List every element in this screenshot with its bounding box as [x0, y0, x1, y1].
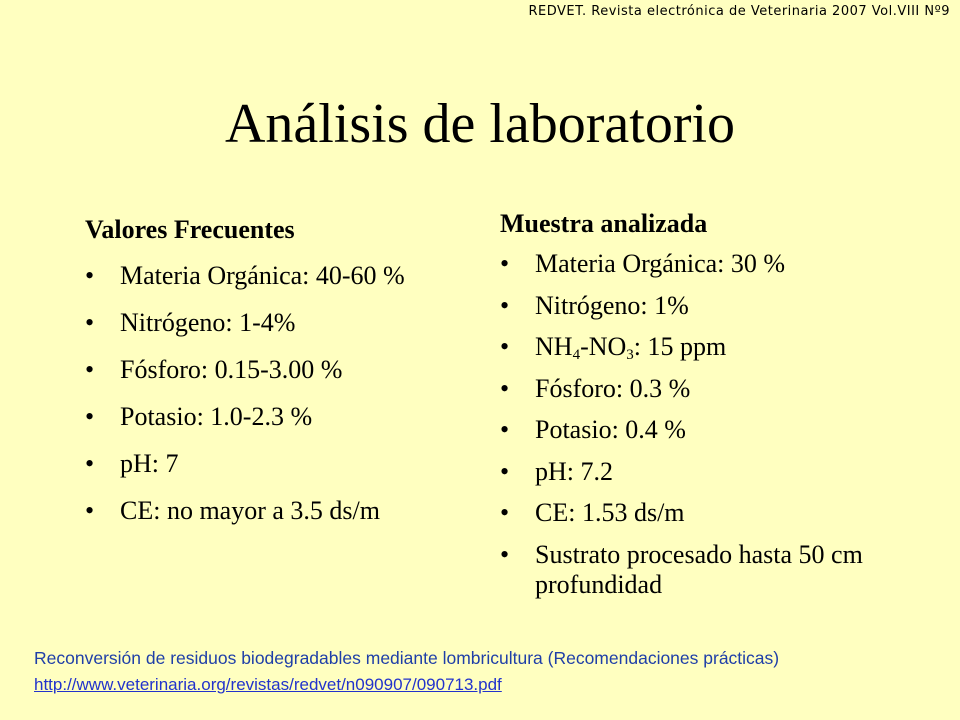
frequent-values-column: [85, 215, 465, 543]
no-subscript: 3: [626, 347, 634, 363]
no-text: -NO: [580, 332, 627, 361]
list-item: • pH: 7: [85, 449, 465, 479]
list-item: • Fósforo: 0.3 %: [500, 374, 920, 404]
footer-caption: Reconversión de residuos biodegradables mediante lombricultura (Recomendaciones prácticas): [34, 648, 780, 668]
slide-title: Análisis de laboratorio: [224, 93, 736, 155]
list-item: • CE: 1.53 ds/m: [500, 498, 920, 528]
frequent-values-list: [85, 261, 465, 526]
nh-text: NH: [535, 332, 573, 361]
nh-value: : 15 ppm: [633, 332, 727, 361]
list-item: • Potasio: 1.0-2.3 %: [85, 402, 465, 432]
list-item: • Potasio: 0.4 %: [500, 415, 920, 445]
list-item: • Materia Orgánica: 30 %: [500, 249, 920, 279]
list-item: • Materia Orgánica: 40-60 %: [85, 261, 465, 291]
list-item: • Fósforo: 0.15-3.00 %: [85, 355, 465, 385]
source-link[interactable]: http://www.veterinaria.org/revistas/redvet/n090907/090713.pdf: [34, 675, 502, 694]
footer: [34, 648, 779, 695]
list-item: • Sustrato procesado hasta 50 cm profundidad: [500, 540, 920, 600]
frequent-values-heading: Valores Frecuentes: [85, 215, 295, 244]
list-item: • Nitrógeno: 1%: [500, 291, 920, 321]
analyzed-sample-column: [500, 209, 920, 611]
nh-subscript: 4: [572, 347, 581, 363]
list-item-nh4-no3: [500, 332, 920, 362]
list-item: • Nitrógeno: 1-4%: [85, 308, 465, 338]
list-item: • pH: 7.2: [500, 457, 920, 487]
analyzed-sample-list: [500, 249, 920, 600]
list-item: • CE: no mayor a 3.5 ds/m: [85, 496, 465, 526]
analyzed-sample-heading: Muestra analizada: [500, 209, 708, 238]
journal-header: REDVET. Revista electrónica de Veterinaria 2007 Vol.VIII Nº9: [528, 4, 950, 19]
